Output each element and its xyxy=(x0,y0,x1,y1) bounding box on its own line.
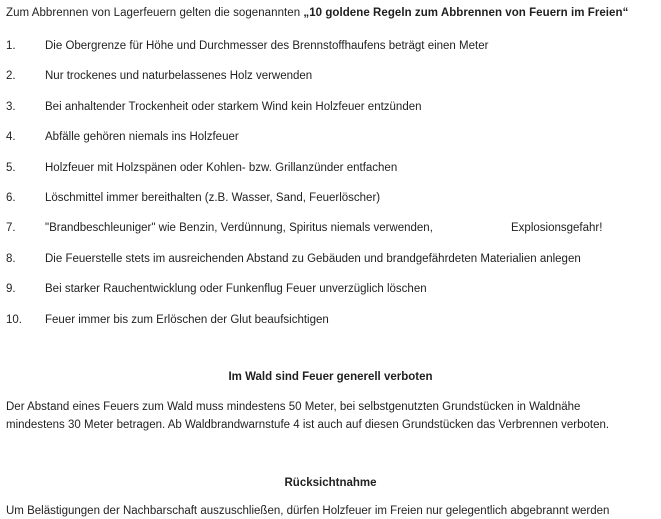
rule-item-6 xyxy=(0,186,661,216)
golden-rules-list xyxy=(0,34,661,338)
rule-item-10 xyxy=(0,308,661,338)
rule-item-5 xyxy=(0,156,661,186)
rule-item-1 xyxy=(0,34,661,64)
intro-lead-text: Zum Abbrennen von Lagerfeuern gelten die sogenannten xyxy=(6,7,304,19)
rule-number: 5. xyxy=(6,161,16,174)
paragraph-line: mindestens 30 Meter betragen. Ab Waldbrandwarnstufe 4 ist auch auf diesen Grundstücken das Verbrennen verboten. xyxy=(6,419,610,431)
rule-number: 1. xyxy=(6,40,16,52)
rule-text: Nur trockenes und naturbelassenes Holz verwenden xyxy=(45,70,313,83)
rule-text: Bei starker Rauchentwicklung oder Funkenflug Feuer unverzüglich löschen xyxy=(45,283,427,296)
rule-item-4 xyxy=(0,125,661,155)
rule-text: Abfälle gehören niemals ins Holzfeuer xyxy=(45,131,239,144)
rule-number: 6. xyxy=(6,191,16,204)
paragraph-line: Der Abstand eines Feuers zum Wald muss mindestens 50 Meter, bei selbstgenutzten Grundstücken in Waldnähe xyxy=(6,401,581,413)
rule-item-3 xyxy=(0,95,661,125)
rule-number: 3. xyxy=(6,100,16,113)
section-heading-ruecksicht: Rücksichtnahme xyxy=(284,477,377,489)
section-heading-wald: Im Wald sind Feuer generell verboten xyxy=(228,371,433,383)
rule-text: Die Feuerstelle stets im ausreichenden Abstand zu Gebäuden und brandgefährdeten Materialien anlegen xyxy=(45,252,581,265)
rule-number: 8. xyxy=(6,252,16,265)
rule-text: Die Obergrenze für Höhe und Durchmesser des Brennstoffhaufens beträgt einen Meter xyxy=(45,40,489,52)
rule-number: 4. xyxy=(6,131,16,144)
rule-item-7 xyxy=(0,216,661,246)
section-paragraph-wald xyxy=(6,398,658,434)
rule-text: "Brandbeschleuniger" wie Benzin, Verdünnung, Spiritus niemals verwenden, xyxy=(45,222,433,235)
rule-item-2 xyxy=(0,64,661,94)
rule-text: Löschmittel immer bereithalten (z.B. Wasser, Sand, Feuerlöscher) xyxy=(45,191,381,204)
rule-text: Holzfeuer mit Holzspänen oder Kohlen- bzw. Grillanzünder entfachen xyxy=(45,161,398,174)
rule-item-9 xyxy=(0,277,661,307)
rule-text: Feuer immer bis zum Erlöschen der Glut beaufsichtigen xyxy=(45,313,329,326)
intro-emphasis-text: „10 goldene Regeln zum Abbrennen von Feuern im Freien“ xyxy=(303,7,629,19)
rule-number: 10. xyxy=(6,313,22,326)
section-paragraph-ruecksicht: Um Belästigungen der Nachbarschaft auszuschließen, dürfen Holzfeuer im Freien nur gelegentlich abgebrannt werden xyxy=(6,505,610,517)
rule-number: 7. xyxy=(6,222,16,235)
rule-number: 9. xyxy=(6,283,16,296)
rule-warning-text: Explosionsgefahr! xyxy=(511,222,603,235)
intro-paragraph xyxy=(6,7,656,19)
rule-number: 2. xyxy=(6,70,16,83)
rule-item-8 xyxy=(0,247,661,277)
rule-text: Bei anhaltender Trockenheit oder starkem Wind kein Holzfeuer entzünden xyxy=(45,100,422,113)
